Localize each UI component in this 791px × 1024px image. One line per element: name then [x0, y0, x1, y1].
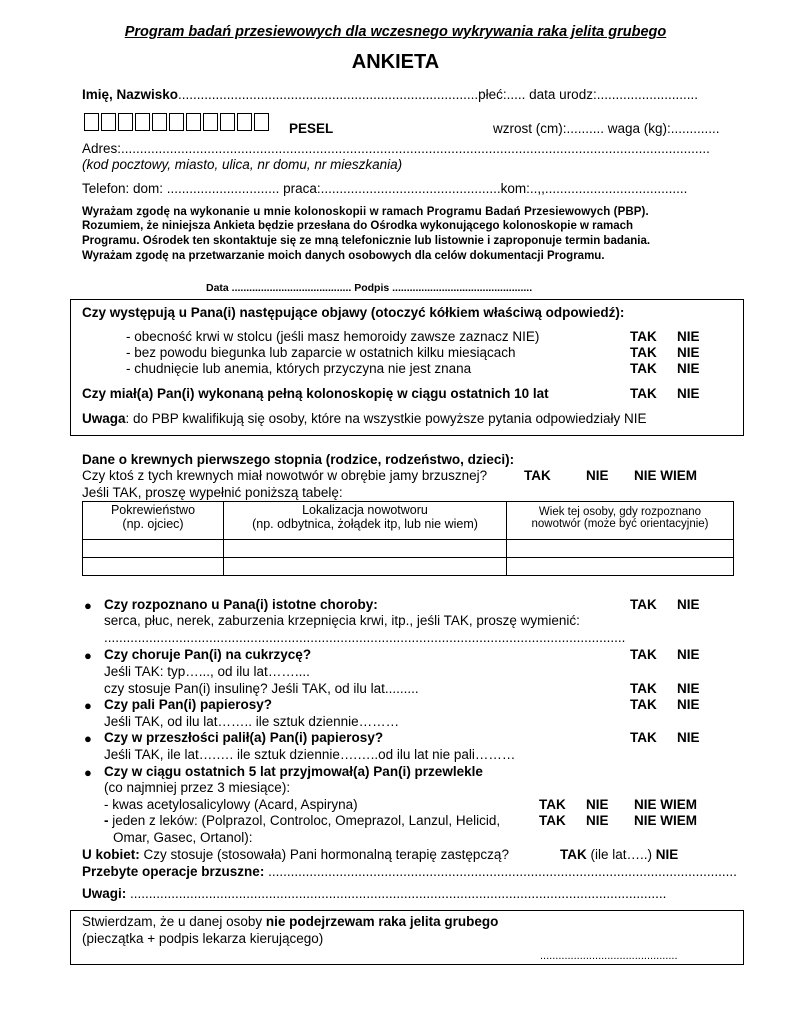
- column-header-age: Wiek tej osoby, gdy rozpoznano nowotwór (może być orientacyjnie): [507, 502, 734, 540]
- birthdate-field[interactable]: data urodz:...........................: [529, 87, 698, 102]
- no-option[interactable]: NIE: [586, 468, 609, 483]
- medication-question: Czy w ciągu ostatnich 5 lat przyjmował(a) Pan(i) przewlekle: [104, 764, 483, 779]
- bullet-icon: ●: [84, 598, 92, 613]
- name-row: [82, 87, 698, 102]
- no-option[interactable]: NIE: [586, 813, 609, 828]
- doctor-signature-field[interactable]: .............................................: [540, 950, 678, 962]
- no-option[interactable]: NIE: [677, 730, 700, 745]
- past-smoking-details-field[interactable]: Jeśli TAK, ile lat….…. ile sztuk dziennie….…..od ilu lat nie pali………: [104, 747, 516, 762]
- relatives-question: Czy ktoś z tych krewnych miał nowotwór w obrębie jamy brzusznej?: [82, 468, 488, 483]
- relatives-table: [82, 501, 734, 576]
- past-smoking-question: Czy w przeszłości palił(a) Pan(i) papierosy?: [104, 730, 384, 745]
- yes-option[interactable]: TAK: [630, 597, 657, 612]
- consent-line-2: Rozumiem, że niniejsza Ankieta będzie przesłana do Ośrodka wykonującego kolonoskopie w ramach: [82, 220, 634, 232]
- diseases-field[interactable]: ...........................................................................................................................................: [104, 630, 626, 645]
- medication-item-aspirin: - kwas acetylosalicylowy (Acard, Aspiryna): [104, 797, 358, 812]
- symptom-item: - bez powodu biegunka lub zaparcie w ostatnich kilku miesiącach: [126, 345, 516, 360]
- form-title: ANKIETA: [351, 51, 440, 73]
- women-label: U kobiet:: [82, 847, 140, 862]
- no-option[interactable]: NIE: [677, 647, 700, 662]
- symptoms-question: Czy występują u Pana(i) następujące objawy (otoczyć kółkiem właściwą odpowiedź):: [82, 305, 625, 320]
- note: [82, 411, 647, 426]
- yes-option[interactable]: TAK: [524, 468, 551, 483]
- symptom-item: - obecność krwi w stolcu (jeśli masz hemoroidy zawsze zaznacz NIE): [126, 329, 540, 344]
- column-header-location: Lokalizacja nowotworu (np. odbytnica, żołądek itp, lub nie wiem): [224, 502, 507, 540]
- no-option[interactable]: NIE: [677, 361, 700, 376]
- no-option[interactable]: NIE: [677, 597, 700, 612]
- name-field[interactable]: ................................................................................: [178, 87, 479, 102]
- surgery-field[interactable]: Przebyte operacje brzuszne: .............................................................................................................................: [82, 864, 737, 879]
- no-option[interactable]: NIE: [677, 386, 700, 401]
- column-header-relation: Pokrewieństwo (np. ojciec): [83, 502, 224, 540]
- hrt-question: U kobiet: Czy stosuje (stosowała) Pani hormonalną terapię zastępczą?: [82, 847, 509, 862]
- address-hint: (kod pocztowy, miasto, ulica, nr domu, nr mieszkania): [82, 157, 403, 172]
- table-cell[interactable]: [507, 540, 734, 558]
- name-label: Imię, Nazwisko: [82, 87, 179, 102]
- remarks-field[interactable]: Uwagi: ...............................................................................................................................................: [82, 886, 667, 901]
- symptom-item: - chudnięcie lub anemia, których przyczyna nie jest znana: [126, 361, 472, 376]
- smoking-details-field[interactable]: Jeśli TAK, od ilu lat…….. ile sztuk dziennie………: [104, 714, 400, 729]
- address-field[interactable]: Adres:.............................................................................................................................................................: [82, 141, 710, 156]
- insulin-question[interactable]: czy stosuje Pan(i) insulinę? Jeśli TAK, od ilu lat.........: [104, 681, 419, 696]
- note-text: : do PBP kwalifikują się osoby, które na wszystkie powyższe pytania odpowiedziały NIE: [125, 411, 647, 426]
- doctor-stamp-hint: (pieczątka + podpis lekarza kierującego): [82, 931, 324, 946]
- no-option[interactable]: NIE: [586, 797, 609, 812]
- yes-option[interactable]: TAK: [630, 681, 657, 696]
- bullet-icon: ●: [84, 698, 92, 713]
- yes-option[interactable]: TAK: [539, 813, 566, 828]
- yes-option[interactable]: TAK: [630, 730, 657, 745]
- dont-know-option[interactable]: NIE WIEM: [634, 813, 697, 828]
- no-option[interactable]: NIE: [677, 329, 700, 344]
- pesel-label: PESEL: [289, 121, 334, 136]
- yes-option[interactable]: TAK: [630, 697, 657, 712]
- yes-option[interactable]: TAK: [630, 647, 657, 662]
- sex-field[interactable]: płeć:.....: [478, 87, 526, 102]
- no-option[interactable]: NIE: [677, 345, 700, 360]
- dont-know-option[interactable]: NIE WIEM: [634, 797, 697, 812]
- program-title: Program badań przesiewowych dla wczesnego wykrywania raka jelita grubego: [124, 24, 667, 40]
- height-weight-field[interactable]: wzrost (cm):.......... waga (kg):.............: [493, 121, 720, 136]
- yes-option[interactable]: TAK: [539, 797, 566, 812]
- no-option[interactable]: NIE: [652, 847, 679, 862]
- diabetes-type-field[interactable]: Jeśli TAK: typ…..., od ilu lat……....: [104, 664, 310, 679]
- medication-item-ppi-cont: Omar, Gasec, Ortanol):: [113, 830, 253, 845]
- no-option[interactable]: NIE: [677, 697, 700, 712]
- table-cell[interactable]: [83, 558, 224, 576]
- hrt-years-field[interactable]: (ile lat…..): [586, 847, 653, 862]
- relatives-heading: Dane o krewnych pierwszego stopnia (rodzice, rodzeństwo, dzieci):: [82, 452, 515, 467]
- smoking-question: Czy pali Pan(i) papierosy?: [104, 697, 273, 712]
- table-cell[interactable]: [224, 558, 507, 576]
- table-row: [83, 558, 734, 576]
- pesel-boxes[interactable]: [84, 113, 271, 131]
- yes-option[interactable]: TAK: [630, 345, 657, 360]
- yes-option[interactable]: TAK: [630, 329, 657, 344]
- phone-field[interactable]: Telefon: dom: .............................. praca:................................................kom:..,,......................................: [82, 181, 688, 196]
- bullet-icon: ●: [84, 765, 92, 780]
- date-signature-line[interactable]: Data ......................................... Podpis ................................................: [206, 282, 533, 294]
- note-label: Uwaga: [82, 411, 126, 426]
- table-cell[interactable]: [507, 558, 734, 576]
- consent-line-3: Programu. Ośrodek ten skontaktuje się ze mną telefonicznie lub listownie i zaproponuje termin badania.: [82, 235, 651, 247]
- dont-know-option[interactable]: NIE WIEM: [634, 468, 697, 483]
- yes-option[interactable]: TAK: [630, 361, 657, 376]
- relatives-instruction: Jeśli TAK, proszę wypełnić poniższą tabelę:: [82, 485, 343, 500]
- diseases-subtext: serca, płuc, nerek, zaburzenia krzepnięcia krwi, itp., jeśli TAK, proszę wymienić:: [104, 613, 580, 628]
- yes-option[interactable]: TAK: [630, 386, 657, 401]
- colonoscopy-question: Czy miał(a) Pan(i) wykonaną pełną kolonoskopię w ciągu ostatnich 10 lat: [82, 386, 549, 401]
- table-row: [83, 540, 734, 558]
- table-cell[interactable]: [83, 540, 224, 558]
- medication-subtext: (co najmniej przez 3 miesiące):: [104, 780, 291, 795]
- diabetes-question: Czy choruje Pan(i) na cukrzycę?: [104, 647, 312, 662]
- no-option[interactable]: NIE: [677, 681, 700, 696]
- medication-item-ppi: - jeden z leków: (Polprazol, Controloc, Omeprazol, Lanzul, Helicid,: [104, 813, 501, 828]
- doctor-statement: Stwierdzam, że u danej osoby nie podejrzewam raka jelita grubego: [82, 914, 499, 929]
- bullet-icon: ●: [84, 731, 92, 746]
- yes-option[interactable]: TAK: [560, 847, 587, 862]
- bullet-icon: ●: [84, 648, 92, 663]
- table-cell[interactable]: [224, 540, 507, 558]
- consent-line-4: Wyrażam zgodę na przetwarzanie moich danych osobowych dla celów dokumentacji Programu.: [82, 250, 605, 262]
- consent-line-1: Wyrażam zgodę na wykonanie u mnie kolonoskopii w ramach Programu Badań Przesiewowych (PBP).: [82, 206, 649, 218]
- diseases-question: Czy rozpoznano u Pana(i) istotne choroby:: [104, 597, 378, 612]
- hrt-answer[interactable]: [560, 847, 678, 862]
